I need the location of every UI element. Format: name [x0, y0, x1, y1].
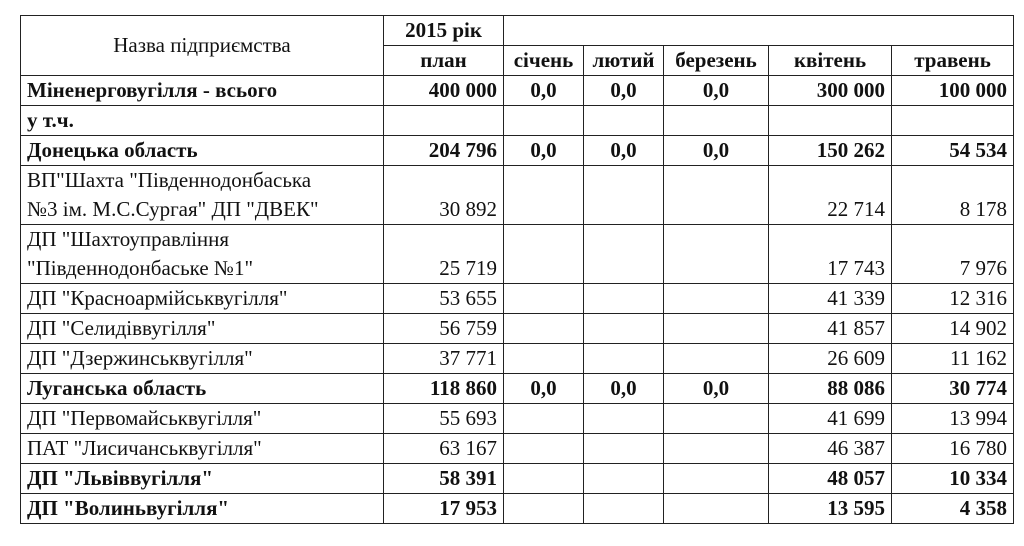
enterprise-name: ДП "Первомайськвугілля" — [21, 404, 384, 434]
may-cell: 12 316 — [892, 284, 1014, 314]
mar-cell — [664, 494, 769, 524]
table-row — [21, 284, 1014, 314]
enterprise-name: Міненерговугілля - всього — [21, 76, 384, 106]
enterprise-name: Луганська область — [21, 374, 384, 404]
jan-cell — [504, 106, 584, 136]
apr-cell: 46 387 — [769, 434, 892, 464]
apr-cell: 13 595 — [769, 494, 892, 524]
plan-cell: 56 759 — [384, 314, 504, 344]
apr-cell: 41 699 — [769, 404, 892, 434]
feb-cell — [584, 404, 664, 434]
header-year: 2015 рік — [384, 16, 504, 46]
table-row — [21, 106, 1014, 136]
apr-cell — [769, 106, 892, 136]
jan-cell — [504, 404, 584, 434]
plan-cell: 400 000 — [384, 76, 504, 106]
feb-cell: 0,0 — [584, 374, 664, 404]
mar-cell — [664, 404, 769, 434]
header-month-jan: січень — [504, 46, 584, 76]
apr-cell: 41 339 — [769, 284, 892, 314]
mar-cell — [664, 344, 769, 374]
table-row — [21, 464, 1014, 494]
enterprise-name — [21, 166, 384, 225]
mar-cell — [664, 106, 769, 136]
apr-cell: 48 057 — [769, 464, 892, 494]
may-cell: 14 902 — [892, 314, 1014, 344]
may-cell: 100 000 — [892, 76, 1014, 106]
table-row — [21, 225, 1014, 284]
enterprise-name: ДП "Красноармійськвугілля" — [21, 284, 384, 314]
jan-cell — [504, 225, 584, 284]
plan-cell: 118 860 — [384, 374, 504, 404]
enterprise-name-line2: №3 ім. М.С.Сургая" ДП "ДВЕК" — [27, 197, 319, 221]
table-row — [21, 76, 1014, 106]
enterprise-name: ДП "Дзержинськвугілля" — [21, 344, 384, 374]
mar-cell — [664, 284, 769, 314]
table-row — [21, 434, 1014, 464]
table-row — [21, 374, 1014, 404]
feb-cell — [584, 464, 664, 494]
mar-cell: 0,0 — [664, 136, 769, 166]
feb-cell — [584, 494, 664, 524]
may-cell: 10 334 — [892, 464, 1014, 494]
plan-table — [20, 15, 1014, 524]
jan-cell: 0,0 — [504, 136, 584, 166]
apr-cell: 300 000 — [769, 76, 892, 106]
enterprise-name: ДП "Львіввугілля" — [21, 464, 384, 494]
enterprise-name — [21, 225, 384, 284]
table-row — [21, 494, 1014, 524]
enterprise-name-line1: ДП "Шахтоуправління — [27, 227, 230, 251]
plan-cell: 204 796 — [384, 136, 504, 166]
enterprise-name: ДП "Волиньвугілля" — [21, 494, 384, 524]
plan-cell — [384, 106, 504, 136]
header-month-apr: квітень — [769, 46, 892, 76]
mar-cell: 0,0 — [664, 76, 769, 106]
apr-cell: 88 086 — [769, 374, 892, 404]
may-cell: 4 358 — [892, 494, 1014, 524]
mar-cell — [664, 314, 769, 344]
jan-cell — [504, 166, 584, 225]
table-row — [21, 136, 1014, 166]
jan-cell — [504, 344, 584, 374]
plan-cell: 55 693 — [384, 404, 504, 434]
apr-cell: 17 743 — [769, 225, 892, 284]
plan-cell: 25 719 — [384, 225, 504, 284]
mar-cell: 0,0 — [664, 374, 769, 404]
feb-cell — [584, 314, 664, 344]
jan-cell — [504, 314, 584, 344]
table-row — [21, 166, 1014, 225]
plan-cell: 30 892 — [384, 166, 504, 225]
plan-cell: 58 391 — [384, 464, 504, 494]
plan-cell: 63 167 — [384, 434, 504, 464]
apr-cell: 22 714 — [769, 166, 892, 225]
apr-cell: 26 609 — [769, 344, 892, 374]
apr-cell: 150 262 — [769, 136, 892, 166]
may-cell: 54 534 — [892, 136, 1014, 166]
mar-cell — [664, 464, 769, 494]
header-plan: план — [384, 46, 504, 76]
enterprise-name: Донецька область — [21, 136, 384, 166]
mar-cell — [664, 434, 769, 464]
enterprise-name-line1: ВП"Шахта "Південнодонбаська — [27, 168, 312, 192]
may-cell — [892, 106, 1014, 136]
feb-cell — [584, 284, 664, 314]
header-month-feb: лютий — [584, 46, 664, 76]
feb-cell: 0,0 — [584, 76, 664, 106]
jan-cell — [504, 494, 584, 524]
jan-cell — [504, 434, 584, 464]
may-cell: 13 994 — [892, 404, 1014, 434]
header-month-mar: березень — [664, 46, 769, 76]
enterprise-name: у т.ч. — [21, 106, 384, 136]
jan-cell: 0,0 — [504, 374, 584, 404]
may-cell: 30 774 — [892, 374, 1014, 404]
enterprise-name: ДП "Селидіввугілля" — [21, 314, 384, 344]
table-row — [21, 344, 1014, 374]
may-cell: 11 162 — [892, 344, 1014, 374]
mar-cell — [664, 166, 769, 225]
header-enterprise-name: Назва підприємства — [21, 16, 384, 76]
apr-cell: 41 857 — [769, 314, 892, 344]
plan-cell: 37 771 — [384, 344, 504, 374]
mar-cell — [664, 225, 769, 284]
plan-cell: 53 655 — [384, 284, 504, 314]
feb-cell: 0,0 — [584, 136, 664, 166]
jan-cell — [504, 464, 584, 494]
may-cell: 16 780 — [892, 434, 1014, 464]
feb-cell — [584, 225, 664, 284]
jan-cell — [504, 284, 584, 314]
feb-cell — [584, 106, 664, 136]
may-cell: 7 976 — [892, 225, 1014, 284]
enterprise-name-line2: "Південнодонбаське №1" — [27, 256, 254, 280]
enterprise-name: ПАТ "Лисичанськвугілля" — [21, 434, 384, 464]
plan-cell: 17 953 — [384, 494, 504, 524]
feb-cell — [584, 166, 664, 225]
feb-cell — [584, 344, 664, 374]
header-month-may: травень — [892, 46, 1014, 76]
jan-cell: 0,0 — [504, 76, 584, 106]
header-blank — [504, 16, 1014, 46]
table-row — [21, 404, 1014, 434]
table-row — [21, 314, 1014, 344]
may-cell: 8 178 — [892, 166, 1014, 225]
feb-cell — [584, 434, 664, 464]
